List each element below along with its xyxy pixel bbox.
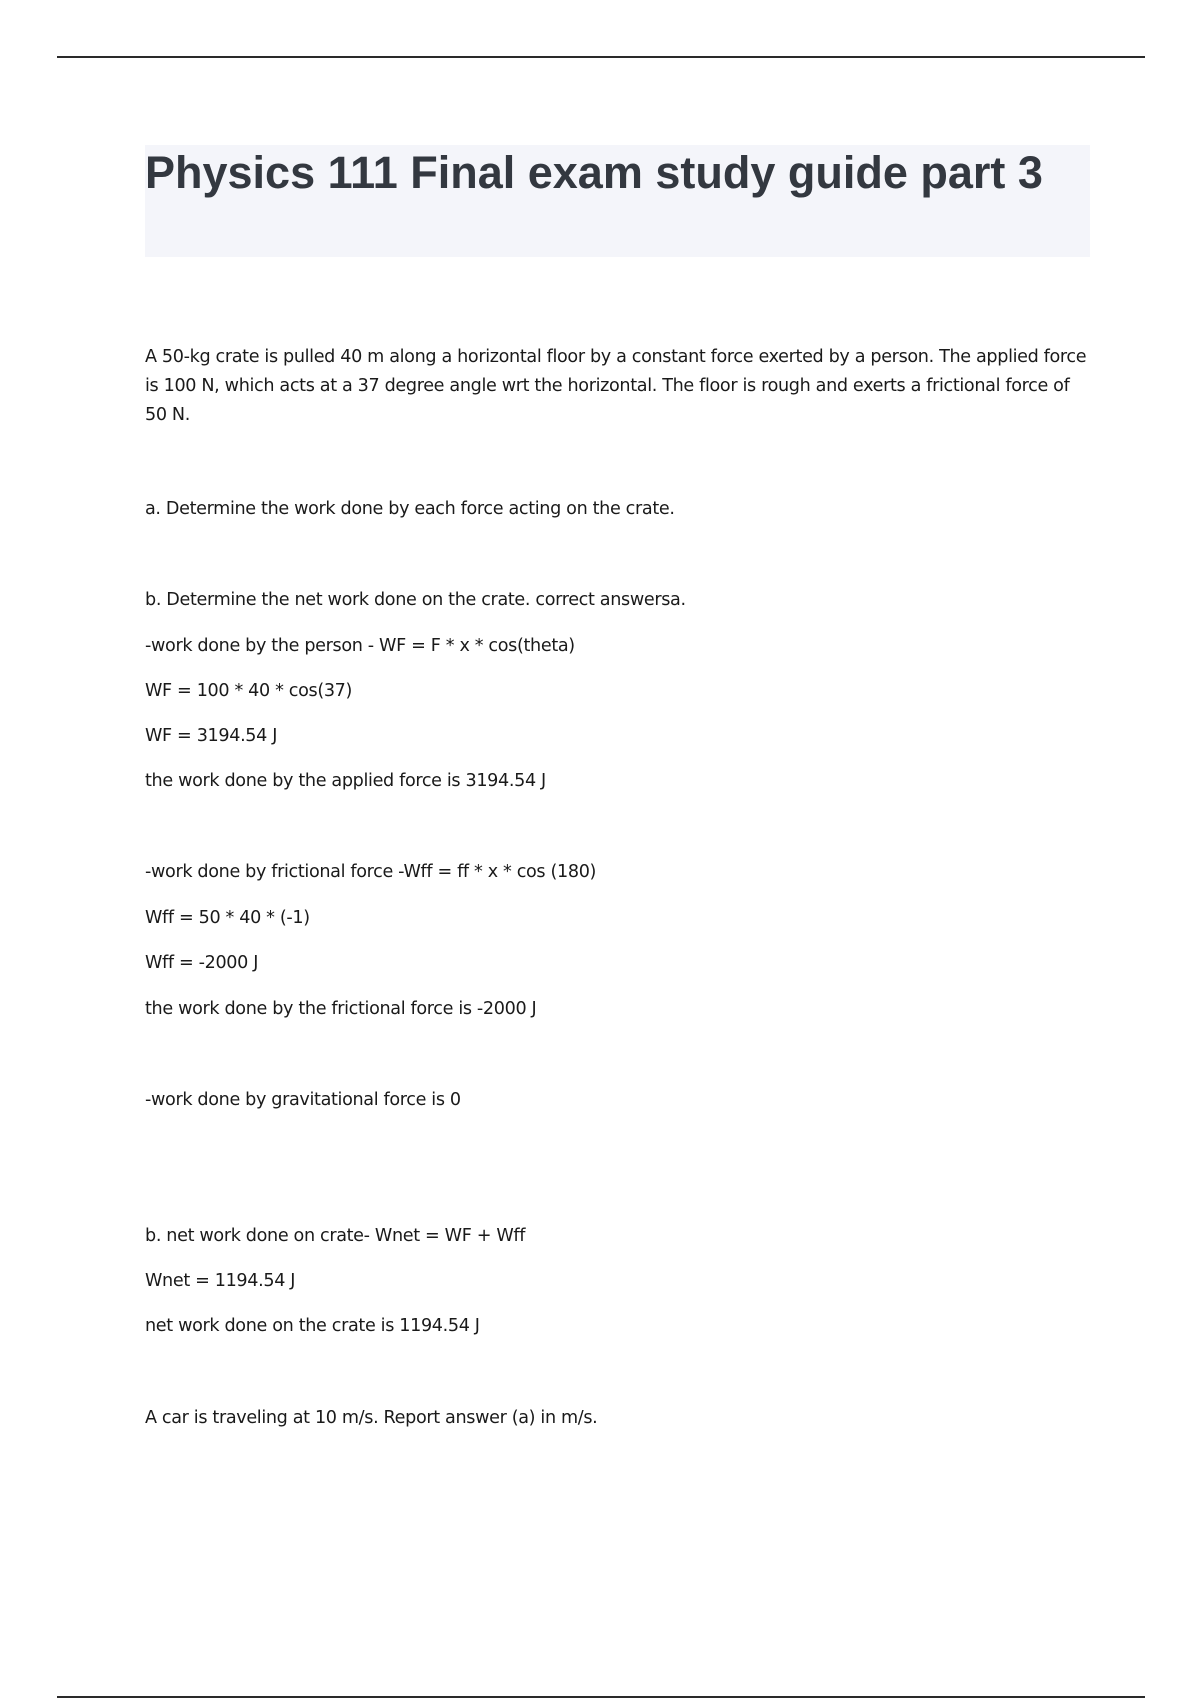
next-problem: A car is traveling at 10 m/s. Report answer (a) in m/s.	[145, 1408, 598, 1428]
page-title: Physics 111 Final exam study guide part 3	[145, 147, 1043, 198]
answer-line: WF = 100 * 40 * cos(37)	[145, 681, 353, 701]
answer-line: the work done by the applied force is 3194.54 J	[145, 771, 546, 791]
answer-line: -work done by gravitational force is 0	[145, 1090, 461, 1110]
answer-line: net work done on the crate is 1194.54 J	[145, 1316, 480, 1336]
question-b: b. Determine the net work done on the crate. correct answersa.	[145, 590, 686, 610]
answer-line: WF = 3194.54 J	[145, 726, 278, 746]
bottom-divider	[57, 1696, 1145, 1698]
answer-line: b. net work done on crate- Wnet = WF + Wff	[145, 1226, 526, 1246]
answer-line: Wnet = 1194.54 J	[145, 1271, 296, 1291]
answer-line: the work done by the frictional force is -2000 J	[145, 999, 537, 1019]
title-block	[145, 145, 1090, 257]
problem-intro: A 50-kg crate is pulled 40 m along a horizontal floor by a constant force exerted by a person. The applied force is 100 N, which acts at a 37 degree angle wrt the horizontal. The floor is rough and exerts a frictional force of 50 N.	[145, 347, 1087, 425]
answer-line: Wff = -2000 J	[145, 953, 259, 973]
answer-line: -work done by the person - WF = F * x * cos(theta)	[145, 636, 575, 656]
top-divider	[57, 56, 1145, 58]
answer-line: Wff = 50 * 40 * (-1)	[145, 908, 310, 928]
answer-line: -work done by frictional force -Wff = ff * x * cos (180)	[145, 862, 597, 882]
question-a: a. Determine the work done by each force acting on the crate.	[145, 499, 675, 519]
